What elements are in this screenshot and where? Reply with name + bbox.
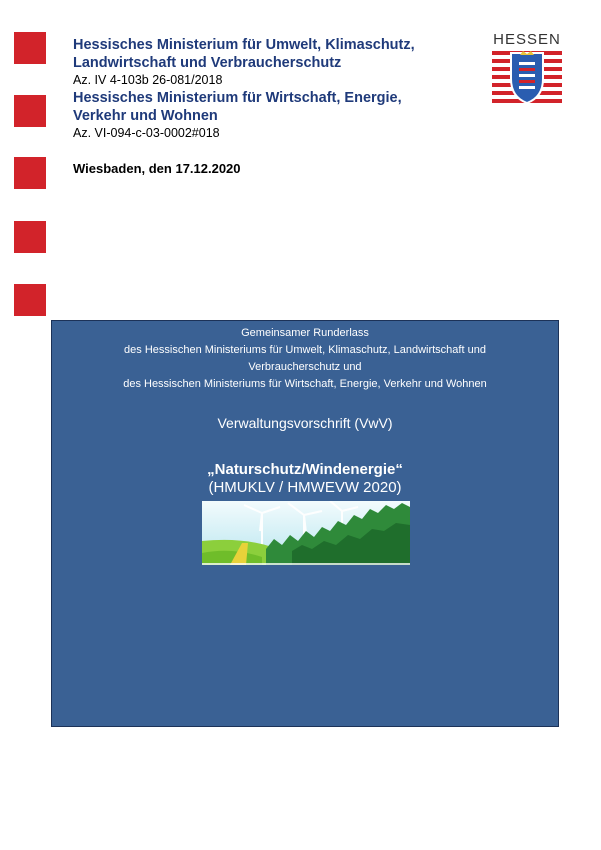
circular-line-4: des Hessischen Ministeriums für Wirtschaft, Energie, Verkehr und Wohnen: [123, 378, 487, 390]
hessen-logo-text: HESSEN: [493, 31, 561, 48]
document-title: „Naturschutz/Windenergie“: [207, 461, 403, 478]
red-square-decoration-5: [14, 284, 46, 316]
red-square-decoration-1: [14, 32, 46, 64]
hessen-logo: [492, 31, 562, 112]
circular-line-3: Verbraucherschutz und: [248, 361, 362, 373]
circular-line-1: Gemeinsamer Runderlass: [241, 327, 369, 339]
hessen-coat-of-arms-icon: [492, 49, 562, 107]
ministry-environment-line2: Landwirtschaft und Verbraucherschutz: [73, 55, 342, 71]
red-square-decoration-2: [14, 95, 46, 127]
document-subtitle: (HMUKLV / HMWEVW 2020): [208, 479, 402, 496]
ministry-economy-line2: Verkehr und Wohnen: [73, 108, 218, 124]
ministry-environment-line1: Hessisches Ministerium für Umwelt, Klimaschutz,: [73, 37, 415, 53]
cover-panel: [51, 320, 559, 727]
ministry-economy-line1: Hessisches Ministerium für Wirtschaft, Energie,: [73, 90, 402, 106]
circular-line-2: des Hessischen Ministeriums für Umwelt, Klimaschutz, Landwirtschaft und: [124, 344, 486, 356]
document-header: [73, 36, 483, 142]
wind-turbine-forest-image: [202, 501, 410, 565]
reference-number-2: Az. VI-094-c-03-0002#018: [73, 126, 220, 140]
document-type: Verwaltungsvorschrift (VwV): [217, 415, 393, 431]
red-square-decoration-3: [14, 157, 46, 189]
circular-decree-block: [52, 325, 558, 393]
reference-number-1: Az. IV 4-103b 26-081/2018: [73, 73, 223, 87]
red-square-decoration-4: [14, 221, 46, 253]
document-date: Wiesbaden, den 17.12.2020: [73, 161, 241, 176]
